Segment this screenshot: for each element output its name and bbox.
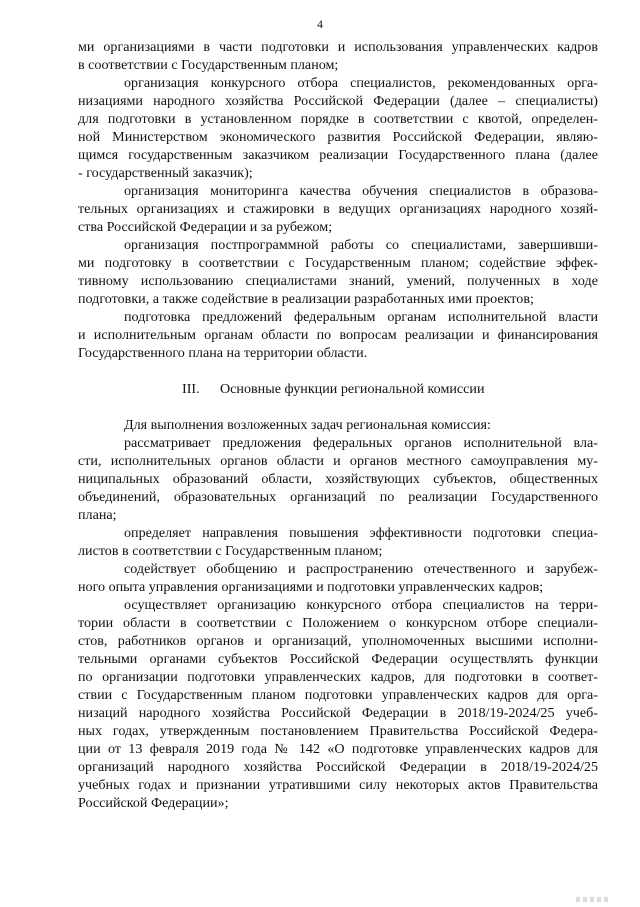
text-line: рассматривает предложения федеральных органов исполнительной вла-: [124, 435, 598, 451]
text-line: подготовки, а также содействие в реализации разработанных ими проектов;: [78, 291, 534, 307]
text-line: ных годах, утвержденным постановлением Правительства Российской Федера-: [78, 723, 598, 739]
text-line: ми подготовку в соответствии с Государственным планом; содействие эффек-: [78, 255, 598, 271]
text-line: тории области в соответствии с Положением о конкурсном отборе специали-: [78, 615, 598, 631]
text-line: осуществляет организацию конкурсного отбора специалистов на терри-: [124, 597, 598, 613]
text-line: для подготовки в установленном порядке в соответствии с квотой, определен-: [78, 111, 598, 127]
section-number: III.: [182, 381, 200, 397]
text-line: организация конкурсного отбора специалистов, рекомендованных орга-: [124, 75, 598, 91]
text-line: ниципальных образований области, хозяйствующих субъектов, общественных: [78, 471, 598, 487]
text-line: низаций народного хозяйства Российской Федерации в 2018/19-2024/25 учеб-: [78, 705, 598, 721]
text-line: определяет направления повышения эффективности подготовки специа-: [124, 525, 598, 541]
text-line: стов, работников органов и организаций, уполномоченных высшими исполни-: [78, 633, 598, 649]
text-line: - государственный заказчик);: [78, 165, 253, 181]
text-line: ства Российской Федерации и за рубежом;: [78, 219, 333, 235]
text-line: по организации подготовки управленческих кадров, для подготовки в соответ-: [78, 669, 598, 685]
text-line: содействует обобщению и распространению отечественного и зарубеж-: [124, 561, 598, 577]
text-line: Для выполнения возложенных задач региональная комиссия:: [124, 417, 491, 433]
text-line: тивному использованию специалистами знаний, умений, полученных в ходе: [78, 273, 598, 289]
text-line: сти, исполнительных органов области и органов местного самоуправления му-: [78, 453, 598, 469]
text-line: листов в соответствии с Государственным планом;: [78, 543, 383, 559]
text-line: подготовка предложений федеральным органам исполнительной власти: [124, 309, 598, 325]
text-line: плана;: [78, 507, 117, 523]
text-line: организация постпрограммной работы со специалистами, завершивши-: [124, 237, 598, 253]
text-line: Российской Федерации»;: [78, 795, 229, 811]
text-line: и исполнительным органам области по вопросам реализации и финансирования: [78, 327, 598, 343]
document-body: [78, 38, 598, 812]
page-number: 4: [317, 17, 323, 31]
section-title: Основные функции региональной комиссии: [220, 381, 485, 397]
text-line: ми организациями в части подготовки и использования управленческих кадров: [78, 39, 598, 55]
text-line: ной Министерством экономического развития Российской Федерации, являю-: [78, 129, 598, 145]
text-line: тельными органами субъектов Российской Федерации осуществлять функции: [78, 651, 598, 667]
text-line: низациями народного хозяйства Российской Федерации (далее – специалисты): [78, 93, 598, 109]
scan-mark: [576, 889, 626, 897]
text-line: тельных организациях и стажировки в ведущих организациях народного хозяй-: [78, 201, 598, 217]
text-line: учебных годах и признании утратившими силу некоторых актов Правительства: [78, 777, 598, 793]
text-line: организация мониторинга качества обучения специалистов в образова-: [124, 183, 598, 199]
text-line: организаций народного хозяйства Российской Федерации в 2018/19-2024/25: [78, 759, 598, 775]
text-line: ного опыта управления организациями и подготовки управленческих кадров;: [78, 579, 544, 595]
text-line: ствии с Государственным планом подготовки управленческих кадров для орга-: [78, 687, 598, 703]
section-heading: [78, 380, 598, 398]
text-line: ции от 13 февраля 2019 года № 142 «О подготовке управленческих кадров для: [78, 741, 598, 757]
text-line: Государственного плана на территории области.: [78, 345, 368, 361]
text-line: в соответствии с Государственным планом;: [78, 57, 339, 73]
text-line: щимся государственным заказчиком реализации Государственного плана (далее: [78, 147, 598, 163]
text-line: объединений, образовательных организаций по реализации Государственного: [78, 489, 598, 505]
